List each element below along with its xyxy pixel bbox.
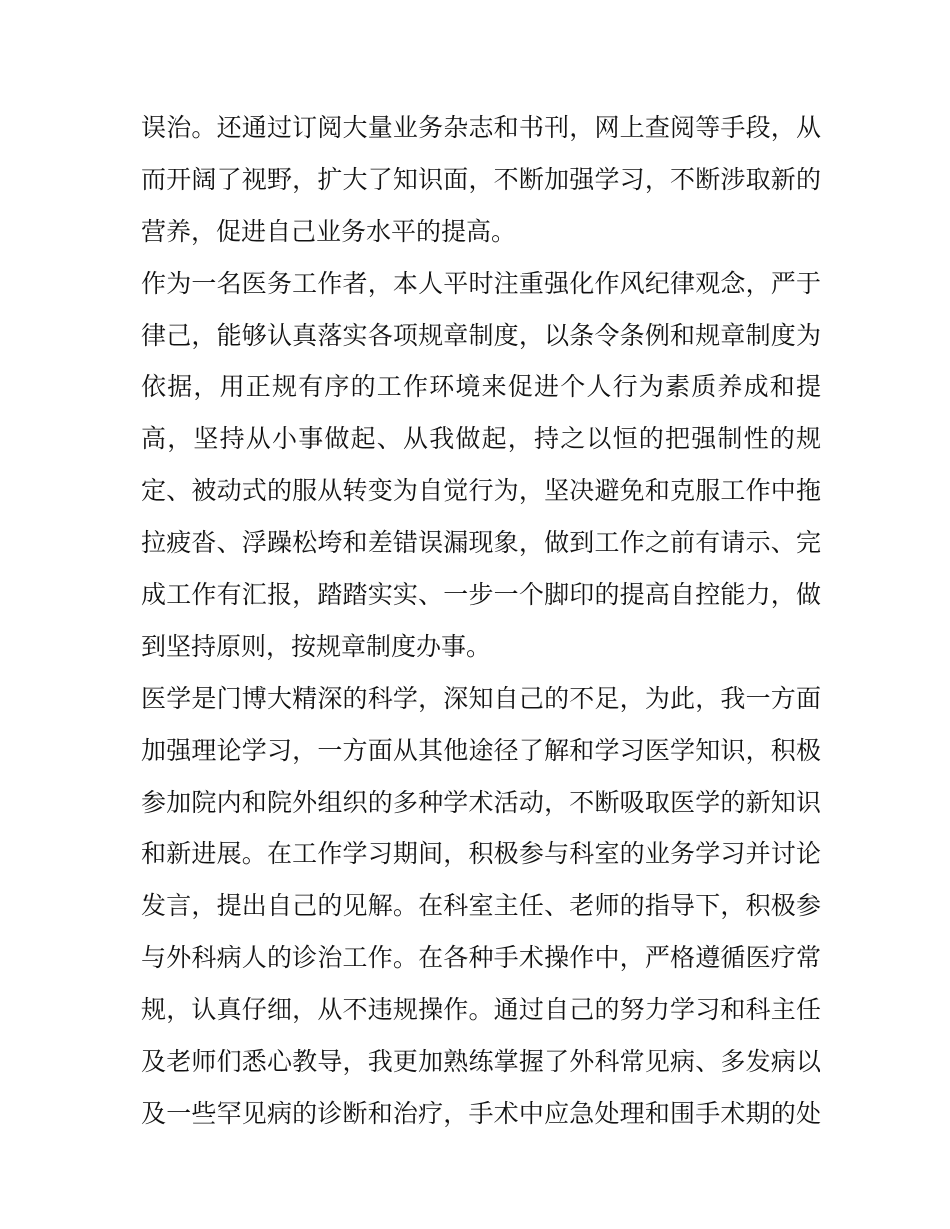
text-line: 营养，促进自己业务水平的提高。 (141, 216, 517, 246)
text-line: 依据，用正规有序的工作环境来促进个人行为素质养成和提 (141, 372, 821, 402)
text-line: 规，认真仔细，从不违规操作。通过自己的努力学习和科主任 (141, 995, 821, 1025)
text-line: 发言，提出自己的见解。在科室主任、老师的指导下，积极参 (141, 891, 821, 921)
text-line: 和新进展。在工作学习期间，积极参与科室的业务学习并讨论 (141, 839, 821, 869)
text-line: 误治。还通过订阅大量业务杂志和书刊，网上查阅等手段，从 (141, 113, 821, 142)
text-line: 参加院内和院外组织的多种学术活动，不断吸取医学的新知识 (141, 787, 821, 817)
text-line: 及老师们悉心教导，我更加熟练掌握了外科常见病、多发病以 (141, 1047, 821, 1077)
text-line: 而开阔了视野，扩大了知识面，不断加强学习，不断涉取新的 (141, 164, 821, 194)
text-line: 作为一名医务工作者，本人平时注重强化作风纪律观念，严于 (141, 268, 821, 298)
text-line: 与外科病人的诊治工作。在各种手术操作中，严格遵循医疗常 (141, 943, 821, 973)
text-line: 成工作有汇报，踏踏实实、一步一个脚印的提高自控能力，做 (141, 580, 821, 610)
text-line: 拉疲沓、浮躁松垮和差错误漏现象，做到工作之前有请示、完 (141, 528, 821, 558)
body-text (141, 108, 821, 1146)
text-line: 高，坚持从小事做起、从我做起，持之以恒的把强制性的规 (141, 424, 821, 454)
text-line: 律己，能够认真落实各项规章制度，以条令条例和规章制度为 (141, 320, 821, 350)
text-line: 医学是门博大精深的科学，深知自己的不足，为此，我一方面 (141, 683, 821, 713)
text-line: 加强理论学习，一方面从其他途径了解和学习医学知识，积极 (141, 735, 821, 765)
text-line: 定、被动式的服从转变为自觉行为，坚决避免和克服工作中拖 (141, 476, 821, 506)
text-line: 及一些罕见病的诊断和治疗，手术中应急处理和围手术期的处 (141, 1098, 821, 1128)
text-line: 到坚持原则，按规章制度办事。 (141, 631, 492, 661)
